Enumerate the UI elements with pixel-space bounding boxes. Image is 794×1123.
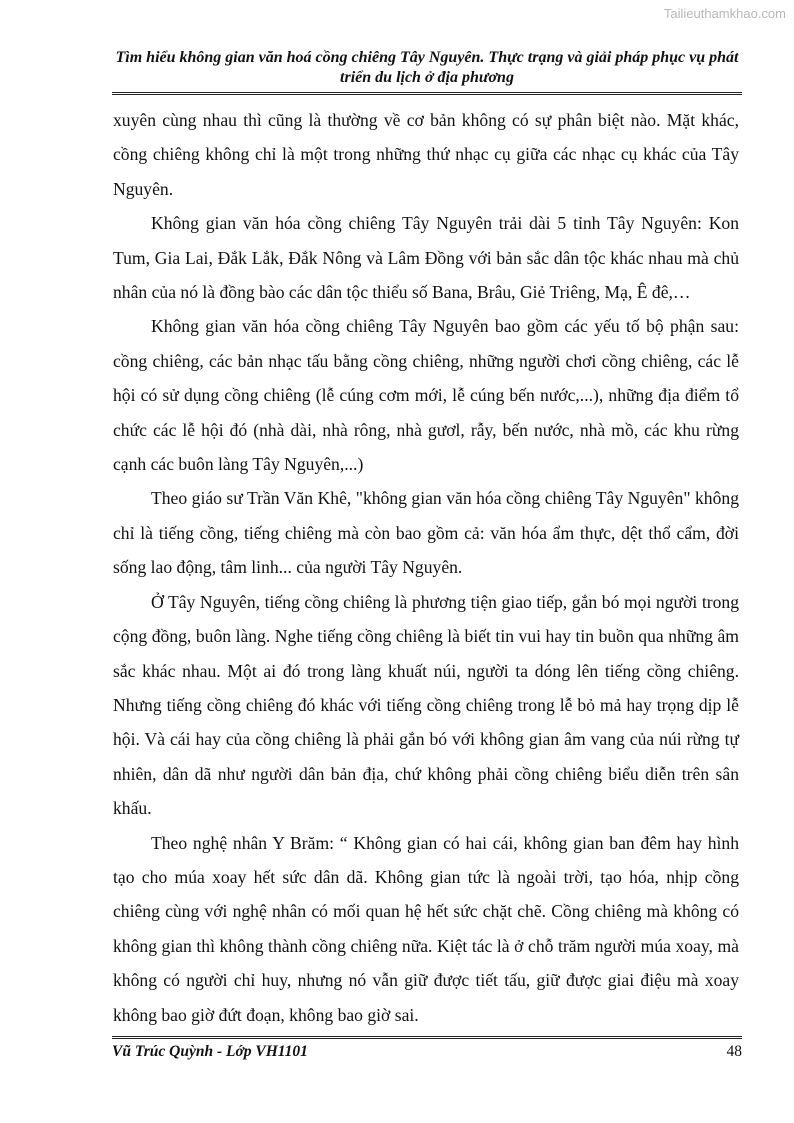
paragraph: Theo giáo sư Trần Văn Khê, "không gian văn hóa cồng chiêng Tây Nguyên" không chỉ là tiếng cồng, tiếng chiêng mà còn bao gồm cả: văn hóa ẩm thực, dệt thổ cẩm, đời sống lao động, tâm linh... của người Tây Nguyên. [113,488,739,578]
paragraph-continuation: xuyên cùng nhau thì cũng là thường về cơ bản không có sự phân biệt nào. Mặt khác, cồng chiêng không chỉ là một trong những thứ nhạc cụ giữa các nhạc cụ khác của Tây Nguyên. [113,110,739,199]
document-body [113,103,739,1032]
paragraph: Ở Tây Nguyên, tiếng cồng chiêng là phương tiện giao tiếp, gắn bó mọi người trong cộng đồng, buôn làng. Nghe tiếng cồng chiêng là biết tin vui hay tin buồn qua những âm sắc khác nhau. Một ai đó trong làng khuất núi, người ta dóng lên tiếng cồng chiêng. Nhưng tiếng cồng chiêng đó khác với tiếng cồng chiêng trong lễ bỏ mả hay trọng dịp lễ hội. Và cái hay của cồng chiêng là phải gắn bó với không gian âm vang của núi rừng tự nhiên, dân dã như người dân bản địa, chứ không phải cồng chiêng biểu diễn trên sân khấu. [113,591,739,819]
page-footer [112,1036,742,1061]
page-number: 48 [726,1043,742,1060]
footer-author: Vũ Trúc Quỳnh - Lớp VH1101 [112,1043,308,1060]
paragraph: Không gian văn hóa cồng chiêng Tây Nguyên bao gồm các yếu tố bộ phận sau: cồng chiêng, các bản nhạc tấu bằng cồng chiêng, những người chơi cồng chiêng, các lễ hội có sử dụng cồng chiêng (lễ cúng cơm mới, lễ cúng bến nước,...), những địa điểm tổ chức các lễ hội đó (nhà dài, nhà rông, nhà gươl, rẫy, bến nước, nhà mồ, các khu rừng cạnh các buôn làng Tây Nguyên,...) [113,316,739,475]
watermark-text: Tailieuthamkhao.com [663,6,786,21]
paragraph: Không gian văn hóa cồng chiêng Tây Nguyên trải dài 5 tỉnh Tây Nguyên: Kon Tum, Gia Lai, Đắk Lắk, Đắk Nông và Lâm Đồng với bản sắc dân tộc khác nhau mà chủ nhân của nó là đồng bào các dân tộc thiểu số Bana, Brâu, Giẻ Triêng, Mạ, Ê đê,… [113,213,739,303]
paragraph: Theo nghệ nhân Y Brăm: “ Không gian có hai cái, không gian ban đêm hay hình tạo cho múa xoay hết sức dân dã. Không gian tức là ngoài trời, tạo hóa, nhịp cồng chiêng cùng với nghệ nhân có mối quan hệ hết sức chặt chẽ. Cồng chiêng mà không có không gian thì không thành cồng chiêng nữa. Kiệt tác là ở chỗ trăm người múa xoay, mà không có người chỉ huy, nhưng nó vẫn giữ được tiết tấu, giữ được giai điệu mà xoay không bao giờ đứt đoạn, không bao giờ sai. [113,832,739,1025]
running-header: Tìm hiểu không gian văn hoá cồng chiêng Tây Nguyên. Thực trạng và giải pháp phục vụ phát triển du lịch ở địa phương [112,48,742,95]
